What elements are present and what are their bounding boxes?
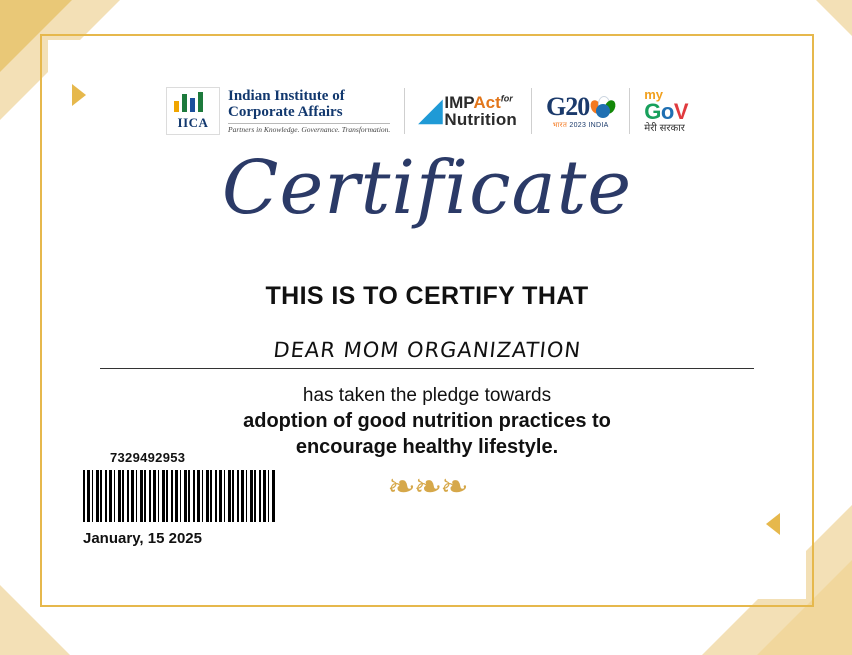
ifn-imp-text: IMP <box>444 92 474 112</box>
iica-acronym: IICA <box>177 115 209 130</box>
g20-subtitle-english: 2023 INDIA <box>569 121 609 129</box>
recipient-name-field <box>100 338 754 369</box>
signature-rule <box>100 368 754 369</box>
certificate-title: Certificate <box>221 145 633 231</box>
iica-tagline: Partners in Knowledge. Governance. Transformation. <box>228 125 391 135</box>
g20-subtitle-hindi: भारत <box>552 121 568 129</box>
pledge-body-line2: encourage healthy lifestyle. <box>295 436 559 459</box>
ifn-for-text: for <box>500 93 513 104</box>
barcode-image <box>83 470 275 522</box>
iica-logo <box>152 86 404 136</box>
ornament-flourish-icon: ❧❧❧ <box>387 468 467 506</box>
recipient-name: DEAR MOM ORGANIZATION <box>272 338 583 362</box>
g20-lotus-icon <box>591 96 615 118</box>
iica-name-line1: Indian Institute of <box>228 87 345 104</box>
mygov-g-letter: G <box>644 98 661 124</box>
certify-statement: THIS IS TO CERTIFY THAT <box>265 282 589 310</box>
g20-letters: G20 <box>546 91 590 121</box>
g20-logo <box>532 86 629 136</box>
mygov-o-letter: o <box>660 98 674 124</box>
iica-name-line2: Corporate Affairs <box>228 103 343 120</box>
impact-for-nutrition-logo <box>405 86 531 136</box>
iica-emblem-icon <box>166 87 220 135</box>
mygov-v-letter: V <box>673 98 688 124</box>
certificate-number: 7329492953 <box>110 450 186 465</box>
pledge-body-line1: adoption of good nutrition practices to <box>243 410 611 432</box>
nutrition-swoosh-icon: ◢ <box>419 94 443 127</box>
mygov-hindi-text: मेरी सरकार <box>644 123 685 135</box>
issue-date: January, 15 2025 <box>83 530 202 547</box>
mygov-my-text: my <box>644 86 664 102</box>
pledge-intro: has taken the pledge towards <box>302 385 552 406</box>
logo-row <box>48 84 806 138</box>
ifn-act-text: Act <box>473 92 501 112</box>
mygov-logo <box>630 86 702 136</box>
ifn-nutrition-text: Nutrition <box>444 110 517 129</box>
certificate-content <box>48 40 806 599</box>
